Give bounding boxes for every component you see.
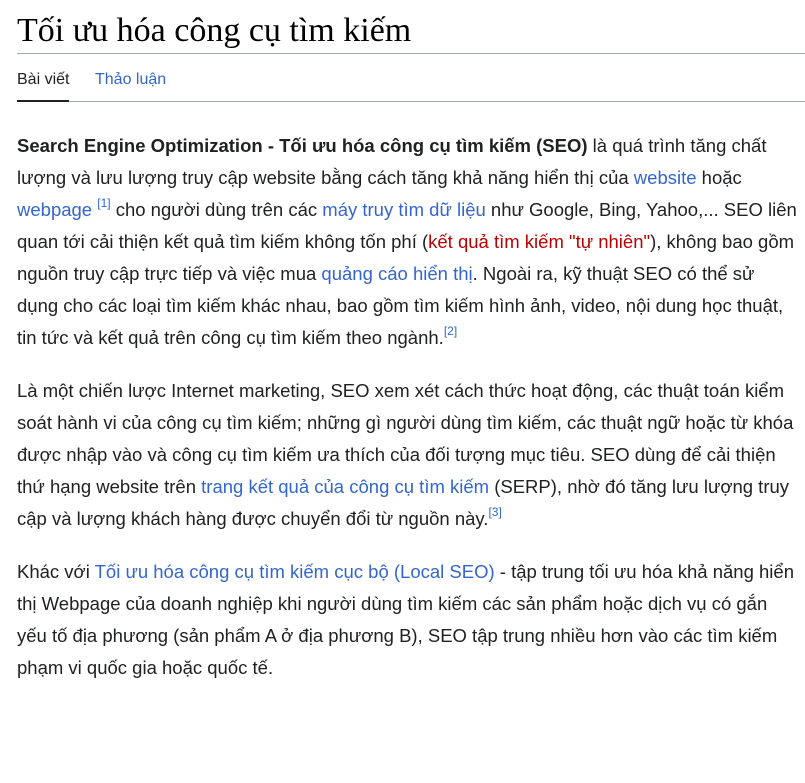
- link-webpage[interactable]: webpage: [17, 199, 93, 220]
- text: là quá trình tăng chất lượng và lưu lượng truy cập website bằng cách tăng khả năng hiển thị của: [17, 135, 767, 188]
- paragraph-intro: [17, 130, 797, 354]
- paragraph-local-seo: [17, 556, 797, 684]
- tab-article[interactable]: Bài viết: [17, 70, 69, 102]
- text: - tập trung tối ưu hóa khả năng hiển thị Webpage của doanh nghiệp khi người dùng tìm kiếm các sản phẩm hoặc dịch vụ có gắn yếu tố địa phương (sản phẩm A ở địa phương B), SEO tập trung nhiều hơn vào các tìm kiếm phạm vi quốc gia hoặc quốc tế.: [17, 561, 794, 678]
- reference-2[interactable]: [2]: [443, 324, 458, 338]
- text: hoặc: [696, 167, 742, 188]
- link-serp[interactable]: trang kết quả của công cụ tìm kiếm: [201, 476, 490, 497]
- reference-3[interactable]: [3]: [488, 505, 502, 519]
- link-display-ads[interactable]: quảng cáo hiển thị: [321, 263, 473, 284]
- article-body: [17, 130, 797, 705]
- text: (SERP), nhờ đó tăng lưu lượng truy cập và lượng khách hàng được chuyển đổi từ nguồn này.: [17, 476, 790, 529]
- text: . Ngoài ra, kỹ thuật SEO có thể sử dụng cho các loại tìm kiếm khác nhau, bao gồm tìm kiếm hình ảnh, video, nội dung học thuật, tin tức và kết quả trên công cụ tìm kiếm theo ngành.: [17, 263, 784, 348]
- link-website[interactable]: website: [633, 167, 697, 188]
- tab-talk[interactable]: Thảo luận: [95, 71, 167, 88]
- link-search-engine[interactable]: máy truy tìm dữ liệu: [322, 199, 486, 220]
- link-local-seo[interactable]: Tối ưu hóa công cụ tìm kiếm cục bộ (Local SEO): [94, 561, 495, 582]
- reference-1[interactable]: [1]: [97, 196, 111, 210]
- paragraph-strategy: [17, 375, 797, 535]
- page-tabs: [17, 64, 805, 102]
- link-organic-results[interactable]: kết quả tìm kiếm "tự nhiên": [428, 231, 651, 252]
- text: ), không bao gồm nguồn truy cập trực tiếp và việc mua: [17, 231, 795, 284]
- text: Là một chiến lược Internet marketing, SEO xem xét cách thức hoạt động, các thuật toán kiểm soát hành vi của công cụ tìm kiếm; những gì người dùng tìm kiếm, các thuật ngữ hoặc từ khóa được nhập vào và công cụ tìm kiếm ưa thích của đối tượng mục tiêu. SEO dùng để cải thiện thứ hạng website trên: [17, 380, 794, 497]
- text: như Google, Bing, Yahoo,... SEO liên quan tới cải thiện kết quả tìm kiếm không tốn phí (: [17, 199, 797, 252]
- bold-term: Search Engine Optimization - Tối ưu hóa công cụ tìm kiếm (SEO): [17, 135, 588, 156]
- text: cho người dùng trên các: [110, 199, 323, 220]
- text: Khác với: [17, 561, 95, 582]
- page-title: Tối ưu hóa công cụ tìm kiếm: [17, 8, 805, 54]
